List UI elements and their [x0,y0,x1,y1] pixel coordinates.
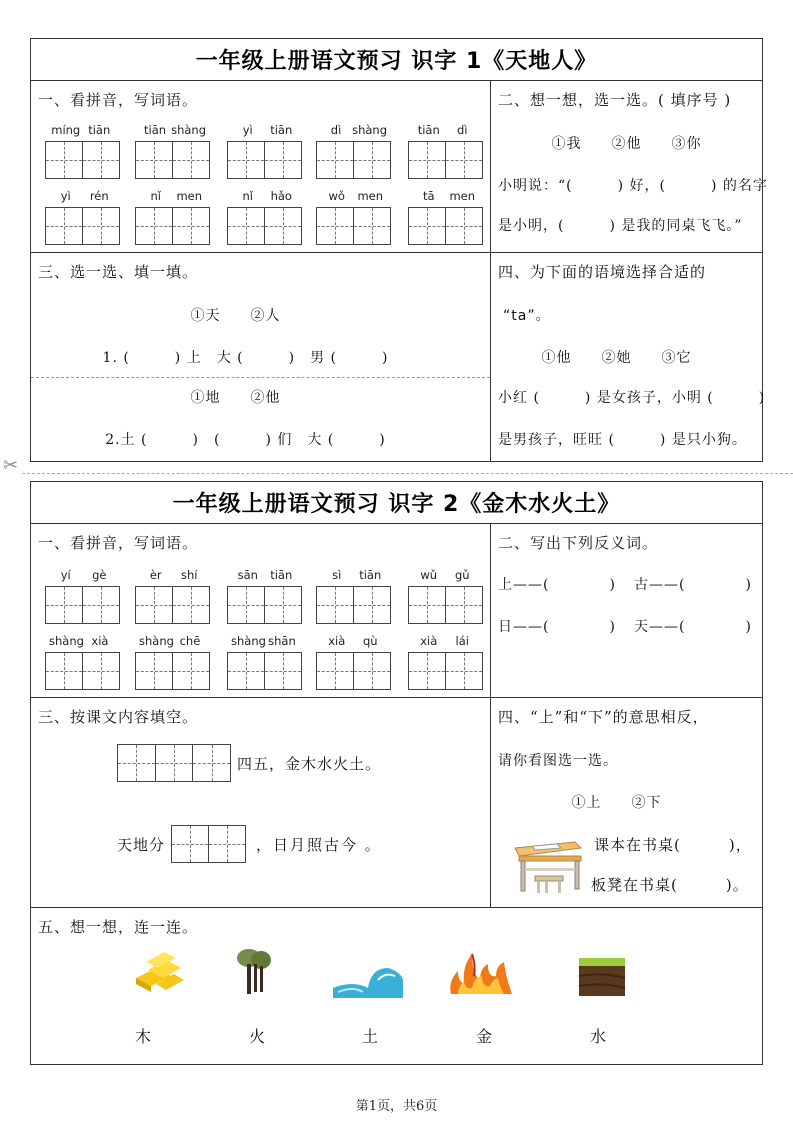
pinyin-syllable: shān [268,634,296,648]
pinyin-syllable: yì [242,123,253,137]
pinyin-syllable: gè [92,568,107,582]
tianzige-writing-box[interactable] [135,207,210,245]
q3-line-2: 2.土 ( ) ( ) 们 大 ( ) [105,432,386,448]
pinyin-syllable: xià [91,634,109,648]
pinyin-syllable: qù [362,634,378,648]
cut-line [22,473,793,474]
water-wave-icon[interactable] [333,950,403,1000]
pinyin-syllable: shàng [231,634,266,648]
tianzige-writing-box[interactable] [316,207,391,245]
tianzige-writing-box[interactable] [45,207,120,245]
trees-icon[interactable] [219,946,289,996]
pinyin-syllable: tiān [88,123,111,137]
pinyin-label [227,634,302,652]
antonym-item-1 [498,574,616,594]
q3-text-fill-section [31,698,491,907]
pinyin-grid [45,568,485,694]
antonym-blank: ( ) [543,577,616,593]
pinyin-syllable: tiān [270,568,293,582]
q2-choose-section [491,81,768,252]
q4-sentence-2: 是男孩子，旺旺 ( ) 是只小狗。 [498,432,747,448]
pinyin-label [408,634,483,652]
q4-sentence-2: 板凳在书桌( )。 [591,876,749,894]
tianzige-writing-box[interactable] [135,652,210,690]
pinyin-syllable: yì [60,189,71,203]
pinyin-word [45,568,120,624]
pinyin-word [135,634,210,690]
q4-options: ①上 ②下 [571,795,662,811]
pinyin-label [316,634,391,652]
q4-options: ①他 ②她 ③它 [541,350,692,366]
pinyin-label [227,568,302,586]
pinyin-label [135,568,210,586]
q5-match-section [31,908,762,1062]
pinyin-syllable: gǔ [454,568,470,582]
antonym-word: 天—— [634,619,679,635]
q2-options: ①我 ②他 ③你 [551,136,702,152]
q4-ta-section [491,253,766,461]
q3-options-2: ①地 ②他 [190,390,281,406]
pinyin-word [408,189,483,245]
tianzige-writing-box[interactable] [227,207,302,245]
q3-line-1 [117,744,381,782]
tianzige-writing-box[interactable] [408,141,483,179]
pinyin-syllable: xià [420,634,438,648]
element-label-fire[interactable]: 火 [248,1027,265,1046]
scissors-icon: ✂ [3,455,19,476]
q3-line-2 [117,825,382,863]
gold-bars-icon[interactable] [126,948,196,998]
pinyin-label [45,123,120,141]
pinyin-label [316,123,391,141]
q4-heading: 四、为下面的语境选择合适的 [498,263,707,281]
worksheet-title: 一年级上册语文预习 识字 2《金木水火土》 [31,482,762,524]
pinyin-word [227,189,302,245]
pinyin-word [45,634,120,690]
worksheet-lesson-2 [30,481,763,1065]
worksheet-lesson-1 [30,38,768,462]
antonym-blank: ( ) [679,577,752,593]
q3-line-1-text: 四五，金木水火土。 [237,754,382,773]
pinyin-label [45,568,120,586]
tianzige-writing-box[interactable] [227,586,302,624]
pinyin-syllable: dì [457,123,468,137]
pinyin-syllable: wǒ [328,189,345,203]
pinyin-syllable: rén [89,189,109,203]
q2-heading: 二、写出下列反义词。 [498,534,659,552]
tianzige-writing-box[interactable] [45,586,120,624]
pinyin-word [316,568,391,624]
q3-heading: 三、选一选、填一填。 [38,263,199,281]
antonym-item-3 [498,616,616,636]
tianzige-writing-box[interactable] [45,652,120,690]
pinyin-syllable: nǐ [242,189,253,203]
q1-pinyin-section [31,81,491,252]
pinyin-word [408,568,483,624]
q4-sentence-1: 课本在书桌( )， [594,836,752,854]
pinyin-word [45,189,120,245]
tianzige-writing-box[interactable] [408,207,483,245]
pinyin-syllable: men [449,189,476,203]
pinyin-syllable: hǎo [270,189,292,203]
pinyin-syllable: yí [60,568,71,582]
pinyin-word [227,634,302,690]
tianzige-writing-box[interactable] [135,586,210,624]
dashed-divider [31,377,490,378]
q4-desk-section [491,698,762,907]
section-row-1 [31,81,768,253]
pinyin-syllable: nǐ [150,189,161,203]
element-label-water[interactable]: 水 [589,1027,606,1046]
antonym-item-2 [634,574,752,594]
pinyin-label [135,189,210,207]
q4-heading-2: 请你看图选一选。 [498,753,618,769]
pinyin-syllable: tiān [359,568,382,582]
q2-sentence-1: 小明说：“( ) 好，( ) 的名字 [498,178,768,194]
tianzige-writing-box[interactable] [227,652,302,690]
soil-icon[interactable] [561,948,631,998]
antonym-word: 古—— [634,577,679,593]
pinyin-word [316,634,391,690]
pinyin-syllable: chē [179,634,201,648]
pinyin-syllable: lái [455,634,469,648]
q2-heading: 二、想一想，选一选。( 填序号 ) [498,91,732,109]
pinyin-word [45,123,120,179]
antonym-word: 日—— [498,619,543,635]
pinyin-syllable: men [357,189,384,203]
writing-grid-2[interactable] [171,825,246,863]
q1-pinyin-section [31,524,491,697]
pinyin-word [408,634,483,690]
pinyin-word [316,189,391,245]
element-label-metal[interactable]: 金 [475,1027,492,1046]
q4-sentence-1: 小红 ( ) 是女孩子，小明 ( ) [498,390,766,406]
tianzige-writing-box[interactable] [316,652,391,690]
pinyin-syllable: míng [51,123,81,137]
pinyin-label [227,189,302,207]
q2-sentence-2: 是小明，( ) 是我的同桌飞飞。” [498,218,743,234]
pinyin-row [45,123,485,189]
q3-line-2-after: ，日月照古今 。 [256,835,382,854]
q4-heading-ta: “ta”。 [503,308,551,324]
pinyin-syllable: wǔ [420,568,438,582]
q3-line-2-before: 天地分 [117,835,166,854]
pinyin-label [316,189,391,207]
pinyin-syllable: èr [149,568,162,582]
section-row-3 [31,908,762,1062]
pinyin-syllable: tā [422,189,435,203]
pinyin-syllable: sān [237,568,258,582]
pinyin-label [408,568,483,586]
q3-heading: 三、按课文内容填空。 [38,708,199,726]
antonym-item-4 [634,616,752,636]
q3-options-1: ①天 ②人 [190,308,281,324]
pinyin-word [227,568,302,624]
pinyin-syllable: shàng [352,123,387,137]
tianzige-writing-box[interactable] [316,586,391,624]
pinyin-label [408,123,483,141]
writing-grid-3[interactable] [117,744,231,782]
q4-heading: 四、“上”和“下”的意思相反， [498,708,709,726]
pinyin-syllable: shàng [171,123,206,137]
pinyin-syllable: xià [328,634,346,648]
pinyin-syllable: tiān [144,123,167,137]
fire-icon[interactable] [446,946,516,996]
tianzige-writing-box[interactable] [408,652,483,690]
pinyin-word [135,189,210,245]
section-row-1 [31,524,762,698]
q3-line-1: 1. ( ) 上 大 ( ) 男 ( ) [102,350,389,366]
pinyin-syllable: men [176,189,203,203]
pinyin-row [45,634,485,694]
q2-antonym-section [491,524,762,697]
element-label-wood[interactable]: 木 [134,1027,151,1046]
pinyin-grid [45,123,485,249]
tianzige-writing-box[interactable] [227,141,302,179]
pinyin-label [227,123,302,141]
pinyin-word [135,123,210,179]
antonym-blank: ( ) [679,619,752,635]
pinyin-label [45,634,120,652]
pinyin-word [316,123,391,179]
section-row-2 [31,698,762,908]
pinyin-label [45,189,120,207]
pinyin-row [45,568,485,634]
q3-fill-section [31,253,491,461]
pinyin-syllable: tiān [270,123,293,137]
pinyin-label [135,123,210,141]
worksheet-title: 一年级上册语文预习 识字 1《天地人》 [31,39,762,81]
pinyin-label [316,568,391,586]
pinyin-syllable: sì [332,568,342,582]
pinyin-word [135,568,210,624]
pinyin-syllable: shí [181,568,198,582]
pinyin-syllable: tiān [417,123,440,137]
desk-and-stool-icon [505,834,585,894]
pinyin-word [408,123,483,179]
tianzige-writing-box[interactable] [408,586,483,624]
pinyin-label [408,189,483,207]
tianzige-writing-box[interactable] [316,141,391,179]
pinyin-label [135,634,210,652]
pinyin-word [227,123,302,179]
q1-heading: 一、看拼音，写词语。 [38,534,199,552]
q5-heading: 五、想一想，连一连。 [38,918,199,936]
antonym-blank: ( ) [543,619,616,635]
q1-heading: 一、看拼音，写词语。 [38,91,199,109]
pinyin-syllable: dì [330,123,342,137]
pinyin-syllable: shàng [139,634,174,648]
tianzige-writing-box[interactable] [45,141,120,179]
antonym-word: 上—— [498,577,543,593]
tianzige-writing-box[interactable] [135,141,210,179]
section-row-2 [31,253,766,461]
element-label-earth[interactable]: 土 [361,1027,378,1046]
pinyin-syllable: shàng [49,634,84,648]
page-indicator: 第1页，共6页 [355,1099,438,1114]
pinyin-row [45,189,485,249]
